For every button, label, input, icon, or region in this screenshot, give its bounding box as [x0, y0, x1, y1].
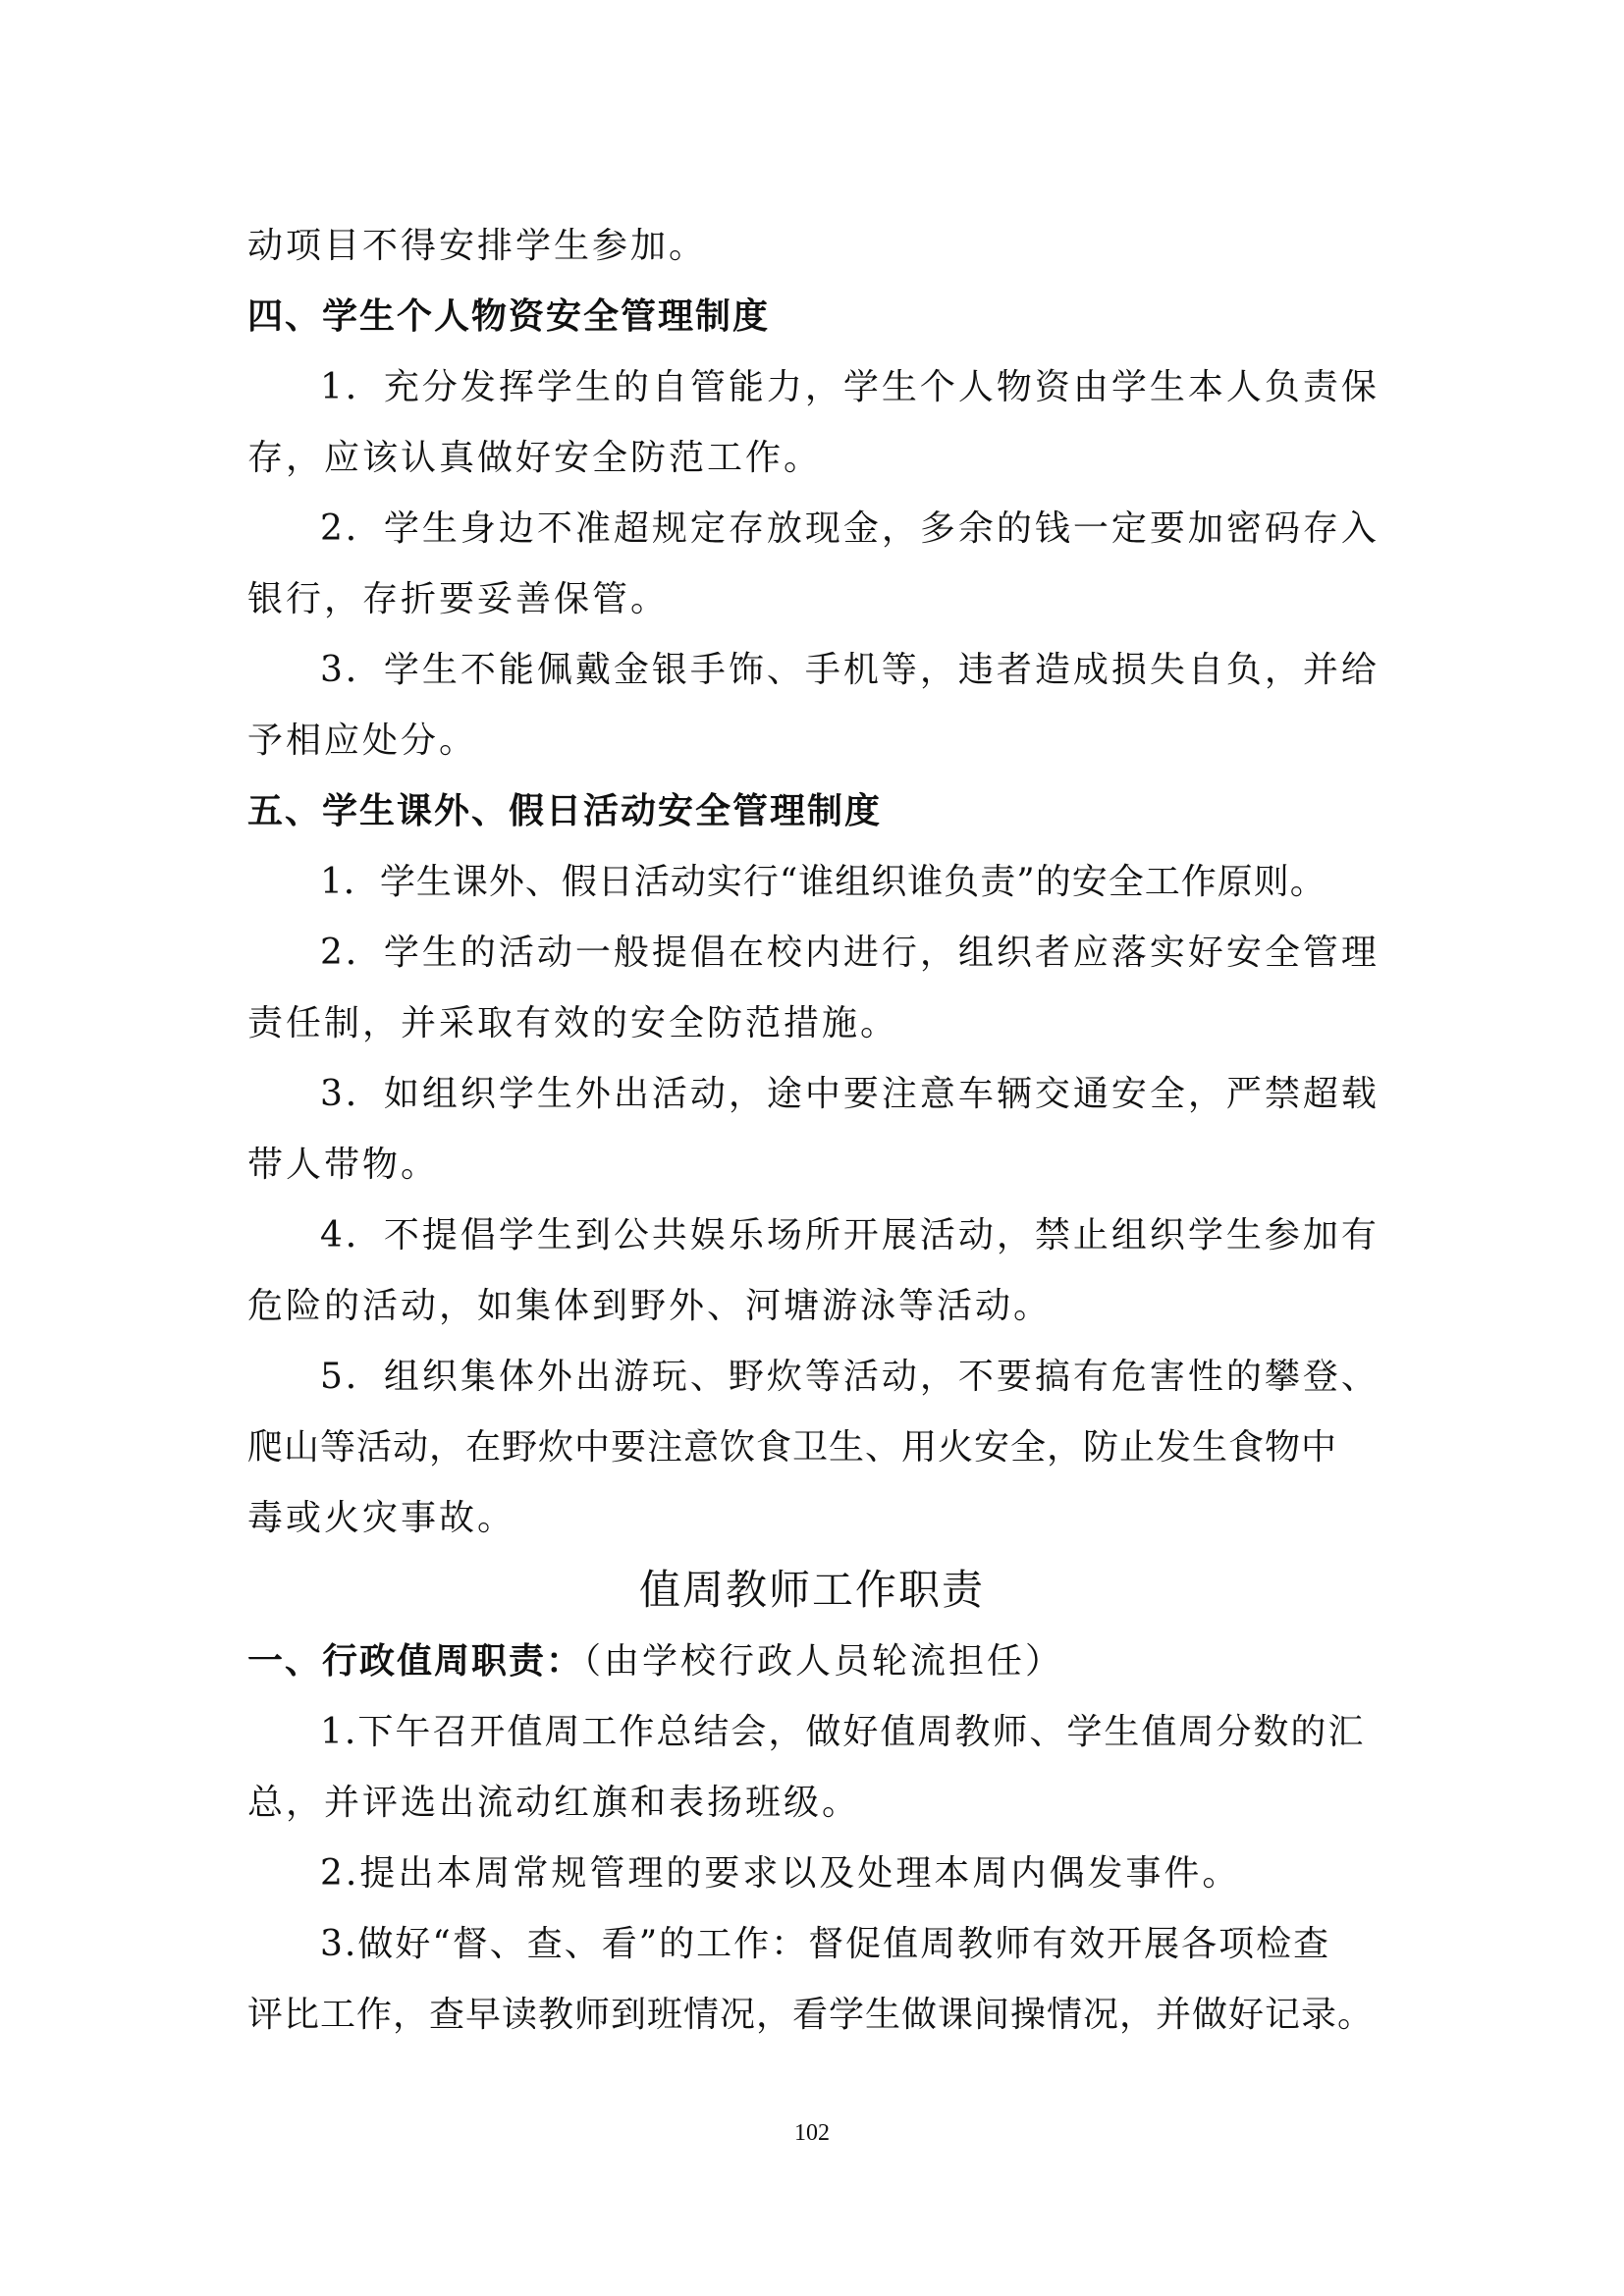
section-note: （由学校行政人员轮流担任） — [583, 1641, 1064, 1682]
paragraph-line: 银行，存折要妥善保管。 — [247, 579, 670, 619]
paragraph-line: 2．学生的活动一般提倡在校内进行，组织者应落实好安全管理 — [320, 933, 1380, 973]
page-number: 102 — [794, 2120, 830, 2146]
paragraph-line: 带人带物。 — [247, 1145, 440, 1185]
paragraph-line: 4．不提倡学生到公共娱乐场所开展活动，禁止组织学生参加有 — [320, 1215, 1380, 1255]
paragraph-line: 予相应处分。 — [247, 721, 478, 761]
paragraph-line: 1．学生课外、假日活动实行“谁组织谁负责”的安全工作原则。 — [320, 862, 1326, 902]
paragraph-line: 3.做好“督、查、看”的工作：督促值周教师有效开展各项检查 — [320, 1924, 1331, 1964]
paragraph-line: 爬山等活动，在野炊中要注意饮食卫生、用火安全，防止发生食物中 — [247, 1427, 1338, 1468]
paragraph-line: 存，应该认真做好安全防范工作。 — [247, 438, 823, 478]
paragraph-line: 1．充分发挥学生的自管能力，学生个人物资由学生本人负责保 — [320, 367, 1380, 407]
paragraph-line: 3．学生不能佩戴金银手饰、手机等，违者造成损失自负，并给 — [320, 650, 1380, 690]
paragraph-line: 2.提出本周常规管理的要求以及处理本周内偶发事件。 — [320, 1853, 1241, 1894]
section-heading: 一、行政值周职责： — [247, 1641, 584, 1682]
paragraph-line: 毒或火灾事故。 — [247, 1498, 516, 1538]
paragraph-line: 评比工作，查早读教师到班情况，看学生做课间操情况，并做好记录。 — [247, 1995, 1375, 2035]
paragraph-line: 动项目不得安排学生参加。 — [247, 226, 708, 266]
paragraph-line: 1.下午召开值周工作总结会，做好值周教师、学生值周分数的汇 — [320, 1712, 1366, 1752]
paragraph-line: 总，并评选出流动红旗和表扬班级。 — [247, 1783, 861, 1823]
duty-heading-line — [247, 1627, 1386, 1697]
document-body — [247, 211, 1386, 2051]
paragraph-line: 危险的活动，如集体到野外、河塘游泳等活动。 — [247, 1286, 1053, 1326]
paragraph-line: 2．学生身边不准超规定存放现金，多余的钱一定要加密码存入 — [320, 508, 1380, 549]
paragraph-line: 3．如组织学生外出活动，途中要注意车辆交通安全，严禁超载 — [320, 1074, 1380, 1114]
section-heading: 五、学生课外、假日活动安全管理制度 — [247, 791, 883, 831]
document-title: 值周教师工作职责 — [638, 1566, 985, 1614]
paragraph-line: 责任制，并采取有效的安全防范措施。 — [247, 1003, 899, 1043]
section-heading: 四、学生个人物资安全管理制度 — [247, 296, 771, 337]
paragraph-line: 5．组织集体外出游玩、野炊等活动，不要搞有危害性的攀登、 — [320, 1357, 1380, 1397]
